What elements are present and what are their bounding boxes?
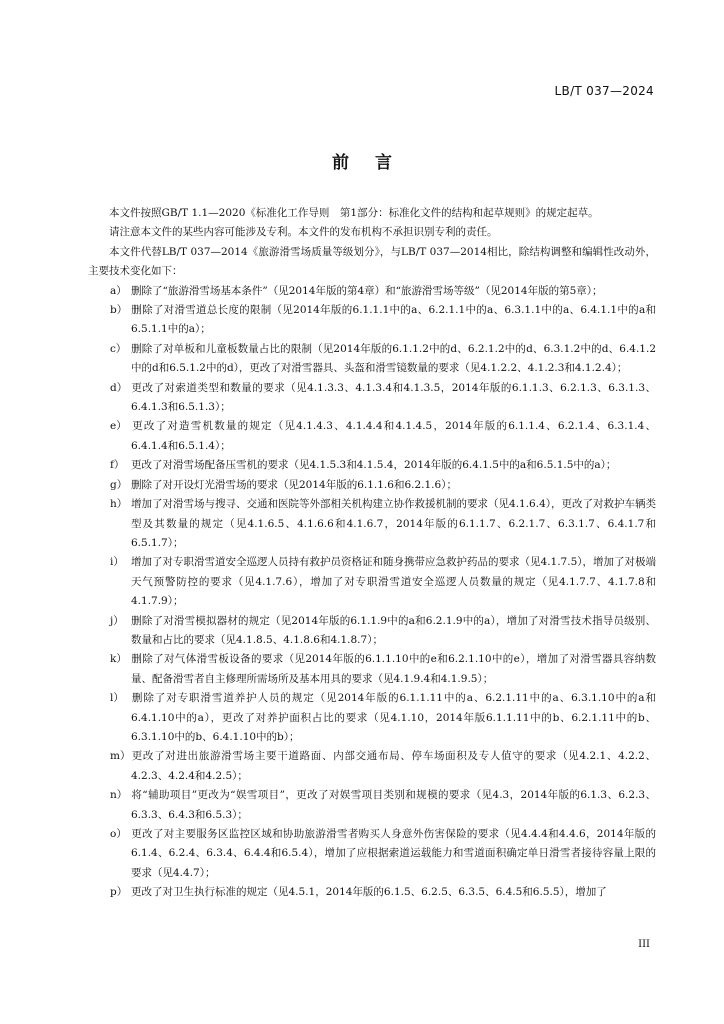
change-item-e xyxy=(88,417,656,456)
item-text: 删除了对开设灯光滑雪场的要求（见2014年版的6.1.1.6和6.2.1.6）； xyxy=(131,478,457,491)
item-mark: b） xyxy=(110,304,128,317)
change-item-k xyxy=(88,650,656,689)
change-item-j xyxy=(88,612,656,651)
item-text: 更改了对造雪机数量的规定（见4.1.4.3、4.1.4.4和4.1.4.5，2014年版的6.1.1.4、6.2.1.4、6.3.1.4、6.4.1.4和6.5.1.4）； xyxy=(131,420,656,452)
change-item-n xyxy=(88,786,656,825)
change-item-a xyxy=(88,282,656,301)
item-text: 增加了对滑雪场与搜寻、交通和医院等外部相关机构建立协作救援机制的要求（见4.1.6.4），更改了对救护车辆类型及其数量的规定（见4.1.6.5、4.1.6.6和4.1.6.7，2014年版的6.1.1.7、6.2.1.7、6.3.1.7、6.4.1.7和6.5.1.7）； xyxy=(131,498,656,549)
item-text: 更改了对进出旅游滑雪场主要干道路面、内部交通布局、停车场面积及专人值守的要求（见4.2.1、4.2.2、4.2.3、4.2.4和4.2.5）； xyxy=(131,750,656,782)
change-item-h xyxy=(88,495,656,553)
item-mark: d） xyxy=(110,381,128,394)
item-mark: m） xyxy=(110,750,131,763)
item-mark: f） xyxy=(110,459,125,472)
item-text: 删除了对单板和儿童板数量占比的限制（见2014年版的6.1.1.2中的d、6.2.1.2中的d、6.3.1.2中的d、6.4.1.2中的d和6.5.1.2中的d），更改了对滑雪器具、头盔和滑雪镜数量的要求（见4.1.2.2、4.1.2.3和4.1.2.4）； xyxy=(131,342,656,375)
item-mark: h） xyxy=(110,498,128,511)
item-mark: a） xyxy=(110,284,127,297)
item-text: 更改了对索道类型和数量的要求（见4.1.3.3、4.1.3.4和4.1.3.5，2014年版的6.1.1.3、6.2.1.3、6.3.1.3、6.4.1.3和6.5.1.3）； xyxy=(131,381,656,414)
item-text: 删除了对滑雪模拟器材的规定（见2014年版的6.1.1.9中的a和6.2.1.9中的a），增加了对滑雪技术指导员级别、数量和占比的要求（见4.1.8.5、4.1.8.6和4.1.8.7）； xyxy=(131,614,656,646)
item-mark: k） xyxy=(110,653,127,666)
change-item-b xyxy=(88,301,656,340)
item-mark: c） xyxy=(110,342,127,355)
item-text: 更改了对主要服务区监控区域和协助旅游滑雪者购买人身意外伤害保险的要求（见4.4.4和4.4.6，2014年版的6.1.4、6.2.4、6.3.4、6.4.4和6.5.4），增加了应根据索道运载能力和雪道面积确定单日滑雪者接待容量上限的要求（见4.4.7）； xyxy=(131,828,656,879)
change-item-p xyxy=(88,883,656,902)
item-mark: i） xyxy=(110,556,124,569)
item-text: 删除了对气体滑雪板设备的要求（见2014年版的6.1.1.10中的e和6.2.1.10中的e），增加了对滑雪器具容纳数量、配备滑雪者自主修理所需场所及基本用具的要求（见4.1.9.4和4.1.9.5）； xyxy=(131,653,656,685)
change-item-l xyxy=(88,689,656,747)
intro-paragraph-1: 本文件按照GB/T 1.1—2020《标准化工作导则 第1部分：标准化文件的结构和起草规则》的规定起草。 xyxy=(109,207,599,219)
item-mark: n） xyxy=(110,789,128,802)
document-body xyxy=(88,204,656,903)
page-number: III xyxy=(638,939,650,950)
item-text: 增加了对专职滑雪道安全巡逻人员持有救护员资格证和随身携带应急救护药品的要求（见4.1.7.5），增加了对极端天气预警防控的要求（见4.1.7.6），增加了对专职滑雪道安全巡逻人员数量的规定（见4.1.7.7、4.1.7.8和4.1.7.9）； xyxy=(131,556,656,608)
item-text: 更改了对卫生执行标准的规定（见4.5.1，2014年版的6.1.5、6.2.5、6.3.5、6.4.5和6.5.5），增加了 xyxy=(131,886,607,899)
item-mark: e） xyxy=(110,420,127,433)
item-text: 将“辅助项目”更改为“娱雪项目”，更改了对娱雪项目类别和规模的要求（见4.3，2014年版的6.1.3、6.2.3、6.3.3、6.4.3和6.5.3）； xyxy=(131,789,656,821)
item-mark: o） xyxy=(110,828,127,840)
intro-paragraph-3: 本文件代替LB/T 037—2014《旅游滑雪场质量等级划分》，与LB/T 037—2014相比，除结构调整和编辑性改动外，主要技术变化如下： xyxy=(88,245,656,278)
item-mark: j） xyxy=(110,614,124,627)
change-item-g xyxy=(88,476,656,495)
item-mark: p） xyxy=(110,886,128,899)
intro-paragraph-2: 请注意本文件的某些内容可能涉及专利。本文件的发布机构不承担识别专利的责任。 xyxy=(109,226,498,239)
change-item-c xyxy=(88,340,656,379)
change-item-m xyxy=(88,747,656,786)
change-item-d xyxy=(88,379,656,418)
item-text: 删除了对滑雪道总长度的限制（见2014年版的6.1.1.1中的a、6.2.1.1中的a、6.3.1.1中的a、6.4.1.1中的a和6.5.1.1中的a）； xyxy=(131,304,656,336)
item-mark: g） xyxy=(110,478,128,491)
change-item-f xyxy=(88,456,656,475)
change-item-o xyxy=(88,825,656,883)
change-item-i xyxy=(88,553,656,611)
item-text: 删除了对专职滑雪道养护人员的规定（见2014年版的6.1.1.11中的a、6.2.1.11中的a、6.3.1.10中的a和6.4.1.10中的a），更改了对养护面积占比的要求（见4.1.10，2014年版6.1.1.11中的b、6.2.1.11中的b、6.3.1.10中的b、6.4.1.10中的b）； xyxy=(131,692,656,743)
item-text: 删除了“旅游滑雪场基本条件”（见2014年版的第4章）和“旅游滑雪场等级”（见2014年版的第5章）； xyxy=(131,284,603,297)
item-mark: l） xyxy=(110,692,124,705)
standard-code: LB/T 037—2024 xyxy=(554,84,654,98)
page-title: 前言 xyxy=(332,153,418,173)
item-text: 更改了对滑雪场配备压雪机的要求（见4.1.5.3和4.1.5.4，2014年版的6.4.1.5中的a和6.5.1.5中的a）； xyxy=(131,459,617,472)
